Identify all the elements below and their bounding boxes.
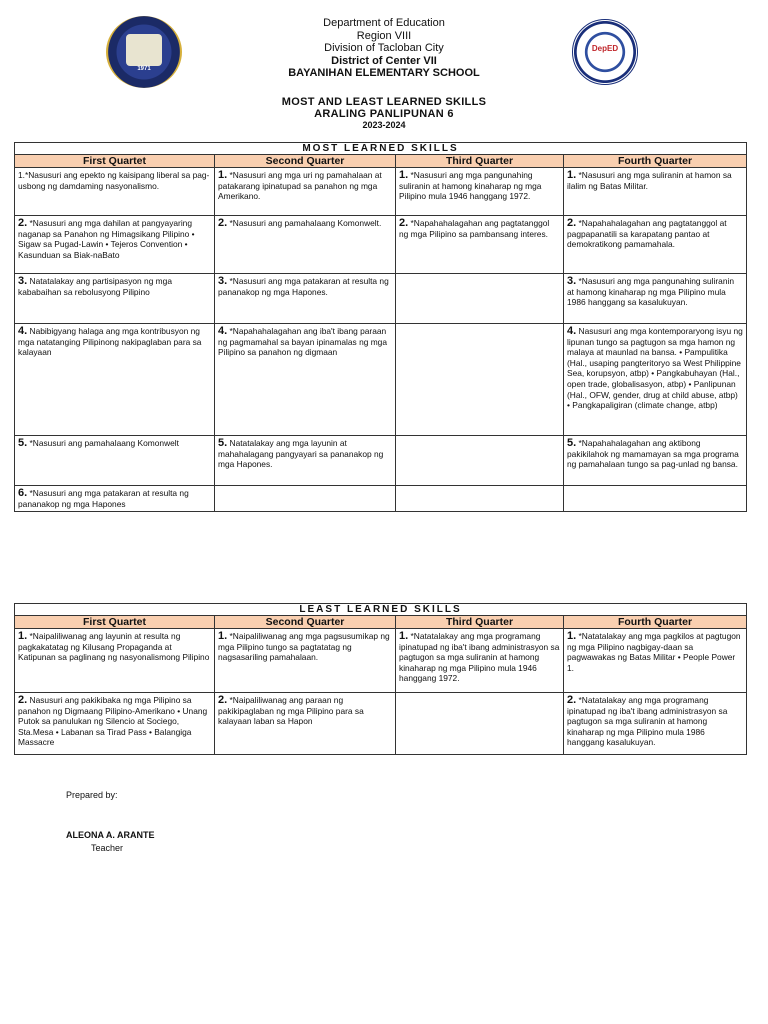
- title-line-1: MOST AND LEAST LEARNED SKILLS: [281, 96, 487, 108]
- least-cell: [564, 629, 747, 693]
- skill-text: *Natatalakay ang mga programang ipinatupad ng iba't ibang administrasyon sa pagtugon sa mga suliranin at hamong kinaharap ng mga Pilipino mula 1986 hanggang kasalukuyan.: [567, 695, 728, 748]
- document-title: [0, 96, 768, 131]
- least-header-first-quarter: First Quartet: [15, 616, 215, 629]
- skill-number: 2.: [567, 694, 577, 706]
- skill-number: 1.: [399, 169, 409, 181]
- most-cell: [215, 324, 396, 436]
- skill-text: *Natatalakay ang mga programang ipinatupad ng iba't ibang administrasyon sa pagtugon sa mga suliranin at hamong kinaharap ng mga Pilipino mula 1946 hanggang 1972.: [399, 631, 560, 684]
- skill-text: Nasusuri ang pakikibaka ng mga Pilipino sa panahon ng Digmaang Pilipino-Amerikano • Unang Putok sa panulukan ng Silencio at Sociego, Sta.Mesa • Labanan sa Tirad Pass • Balangiga Massacre: [18, 695, 208, 748]
- preparer-role: Teacher: [91, 843, 124, 853]
- skill-text: Nabibigyang halaga ang mga kontribusyon ng mga natatanging Pilipinong nakipaglaban para sa kalayaan: [18, 326, 202, 358]
- most-cell: [215, 486, 396, 512]
- most-table-caption: MOST LEARNED SKILLS: [15, 143, 747, 155]
- most-table-row: [15, 436, 747, 486]
- most-cell: [15, 168, 215, 216]
- skill-text: Nasusuri ang mga kontemporaryong isyu ng lipunan tungo sa pagtugon sa mga hamon ng malaya at maunlad na bansa. • Pampulitika (Hal., usaping pangteritoryo sa West Philippine Sea, korupsyon, atbp) • Pangkabuhayan (Hal., open trade, globalisasyon, atbp) • Panlipunan (Hal., OFW, gender, drug at child abuse, atbp) • Pangkapaligiran (climate change, atbp): [567, 326, 743, 411]
- skill-text: *Nasusuri ang pamahalaang Komonwelt: [27, 438, 179, 448]
- skill-number: 6.: [18, 487, 28, 499]
- skill-text: *Napahahalagahan ang iba't ibang paraan ng pagmamahal sa bayan ipinamalas ng mga Pilipino sa panahon ng digmaan: [218, 326, 388, 358]
- skill-text: Natatalakay ang partisipasyon ng mga kababaihan sa rebolusyong Pilipino: [18, 276, 172, 297]
- least-cell: [396, 693, 564, 755]
- skill-number: 3.: [18, 275, 28, 287]
- most-cell: [396, 216, 564, 274]
- skill-number: 4.: [218, 325, 228, 337]
- skill-number: 1.: [567, 169, 577, 181]
- most-cell: [15, 436, 215, 486]
- skill-number: 2.: [18, 217, 28, 229]
- skill-number: 2.: [18, 694, 28, 706]
- least-cell: [564, 693, 747, 755]
- skill-text: *Nasusuri ang mga suliranin at hamon sa ilalim ng Batas Militar.: [567, 170, 732, 191]
- most-cell: [215, 168, 396, 216]
- skill-number: 1.: [218, 630, 228, 642]
- most-cell: [215, 216, 396, 274]
- most-cell: [564, 436, 747, 486]
- least-learned-skills-table: [14, 603, 747, 755]
- skill-text: *Nasusuri ang mga patakaran at resulta ng pananakop ng mga Hapones.: [218, 276, 389, 297]
- most-cell: [564, 216, 747, 274]
- most-cell: [564, 274, 747, 324]
- skill-text: *Napahahalagahan ang pagtatanggol at pagpapanatili sa karapatang pantao at demokratikong pamamahala.: [567, 218, 727, 250]
- header-department: Department of Education: [323, 17, 445, 29]
- skill-number: 1.: [567, 630, 577, 642]
- skill-text: *Nasusuri ang mga dahilan at pangyayaring naganap sa Panahon ng Himagsikang Pilipino • Sigaw sa Pugad-Lawin • Tejeros Convention • Kasunduan sa Biak-naBato: [18, 218, 195, 260]
- most-cell: [215, 274, 396, 324]
- least-header-fourth-quarter: Fourth Quarter: [564, 616, 747, 629]
- skill-text: *Naipaliliwanag ang mga pagsusumikap ng mga Pilipino tungo sa pagtatatag ng nagsasariling pamahalaan.: [218, 631, 390, 663]
- skill-number: 1.: [218, 169, 228, 181]
- skill-text: *Napahahalagahan ang aktibong pakikilahok ng mamamayan sa mga programa ng pamahalaan tungo sa pag-unlad ng bansa.: [567, 438, 739, 470]
- most-cell: [396, 436, 564, 486]
- most-header-second-quarter: Second Quarter: [215, 155, 396, 168]
- skill-text: *Napahahalagahan ang pagtatanggol ng mga Pilipino sa pambansang interes.: [399, 218, 550, 239]
- skill-text: *Nasusuri ang mga patakaran at resulta ng pananakop ng mga Hapones: [18, 488, 189, 509]
- least-table-row: [15, 693, 747, 755]
- most-cell: [15, 486, 215, 512]
- skill-number: 5.: [218, 437, 228, 449]
- least-header-third-quarter: Third Quarter: [396, 616, 564, 629]
- most-cell: [396, 274, 564, 324]
- most-cell: [15, 274, 215, 324]
- most-cell: [564, 486, 747, 512]
- most-header-third-quarter: Third Quarter: [396, 155, 564, 168]
- most-cell: [396, 168, 564, 216]
- document-header: [0, 17, 768, 80]
- skill-number: 1.: [399, 630, 409, 642]
- least-table-row: [15, 629, 747, 693]
- header-district: District of Center VII: [331, 54, 437, 67]
- most-table-row: [15, 168, 747, 216]
- skill-text: Natatalakay ang mga layunin at mahahalagang pangyayari sa pananakop ng mga Hapones.: [218, 438, 384, 470]
- least-cell: [396, 629, 564, 693]
- least-cell: [15, 693, 215, 755]
- most-cell: [15, 216, 215, 274]
- most-cell: [215, 436, 396, 486]
- header-school: BAYANIHAN ELEMENTARY SCHOOL: [288, 67, 480, 79]
- skill-number: 3.: [567, 275, 577, 287]
- prepared-by-label: Prepared by:: [66, 790, 118, 800]
- skill-number: 2.: [218, 217, 228, 229]
- skill-text: 1.*Nasusuri ang epekto ng kaisipang liberal sa pag-usbong ng damdaming nasyonalismo.: [18, 170, 210, 191]
- header-region: Region VIII: [356, 29, 412, 42]
- deped-logo-text: DepED: [591, 44, 619, 53]
- least-cell: [215, 629, 396, 693]
- skill-text: *Nasusuri ang mga pangunahing suliranin at hamong kinaharap ng mga Pilipino mula 1946 hanggang 1972.: [399, 170, 542, 202]
- most-cell: [564, 324, 747, 436]
- least-cell: [15, 629, 215, 693]
- skill-number: 1.: [18, 630, 28, 642]
- skill-text: *Naipaliliwanag ang paraan ng pakikipaglaban ng mga Pilipino para sa kalayaan laban sa Hapon: [218, 695, 364, 727]
- skill-number: 3.: [218, 275, 228, 287]
- most-cell: [564, 168, 747, 216]
- most-table-row: [15, 324, 747, 436]
- skill-number: 2.: [218, 694, 228, 706]
- skill-number: 2.: [567, 217, 577, 229]
- skill-number: 4.: [567, 325, 577, 337]
- title-line-2: ARALING PANLIPUNAN 6: [314, 108, 454, 120]
- most-cell: [396, 486, 564, 512]
- least-header-second-quarter: Second Quarter: [215, 616, 396, 629]
- skill-number: 5.: [18, 437, 28, 449]
- skill-number: 2.: [399, 217, 409, 229]
- skill-number: 5.: [567, 437, 577, 449]
- skill-text: *Naipaliliwanag ang layunin at resulta ng pagkakatatag ng Kilusang Propaganda at Katipunan sa paglinang ng nasyonalismong Pilipino: [18, 631, 210, 663]
- title-school-year: 2023-2024: [362, 120, 406, 130]
- most-header-first-quarter: First Quartet: [15, 155, 215, 168]
- header-division: Division of Tacloban City: [324, 42, 444, 54]
- seal-year: 1971: [137, 66, 151, 72]
- most-learned-skills-table: [14, 142, 747, 512]
- preparer-name: ALEONA A. ARANTE: [66, 830, 155, 840]
- most-table-row: [15, 216, 747, 274]
- skill-number: 4.: [18, 325, 28, 337]
- least-table-caption: LEAST LEARNED SKILLS: [15, 604, 747, 616]
- most-header-fourth-quarter: Fourth Quarter: [564, 155, 747, 168]
- skill-text: *Nasusuri ang mga uri ng pamahalaan at patakarang ipinatupad sa panahon ng mga Amerikano.: [218, 170, 382, 202]
- most-table-row: [15, 486, 747, 512]
- most-table-row: [15, 274, 747, 324]
- most-cell: [15, 324, 215, 436]
- skill-text: *Nasusuri ang pamahalaang Komonwelt.: [227, 218, 382, 228]
- most-cell: [396, 324, 564, 436]
- skill-text: *Natatalakay ang mga pagkilos at pagtugon ng mga Pilipino nagbigay-daan sa pagwawakas ng Batas Militar • People Power 1.: [567, 631, 741, 673]
- least-cell: [215, 693, 396, 755]
- skill-text: *Nasusuri ang mga pangunahing suliranin at hamong kinaharap ng mga Pilipino mula 1986 hanggang sa kasalukuyan.: [567, 276, 735, 308]
